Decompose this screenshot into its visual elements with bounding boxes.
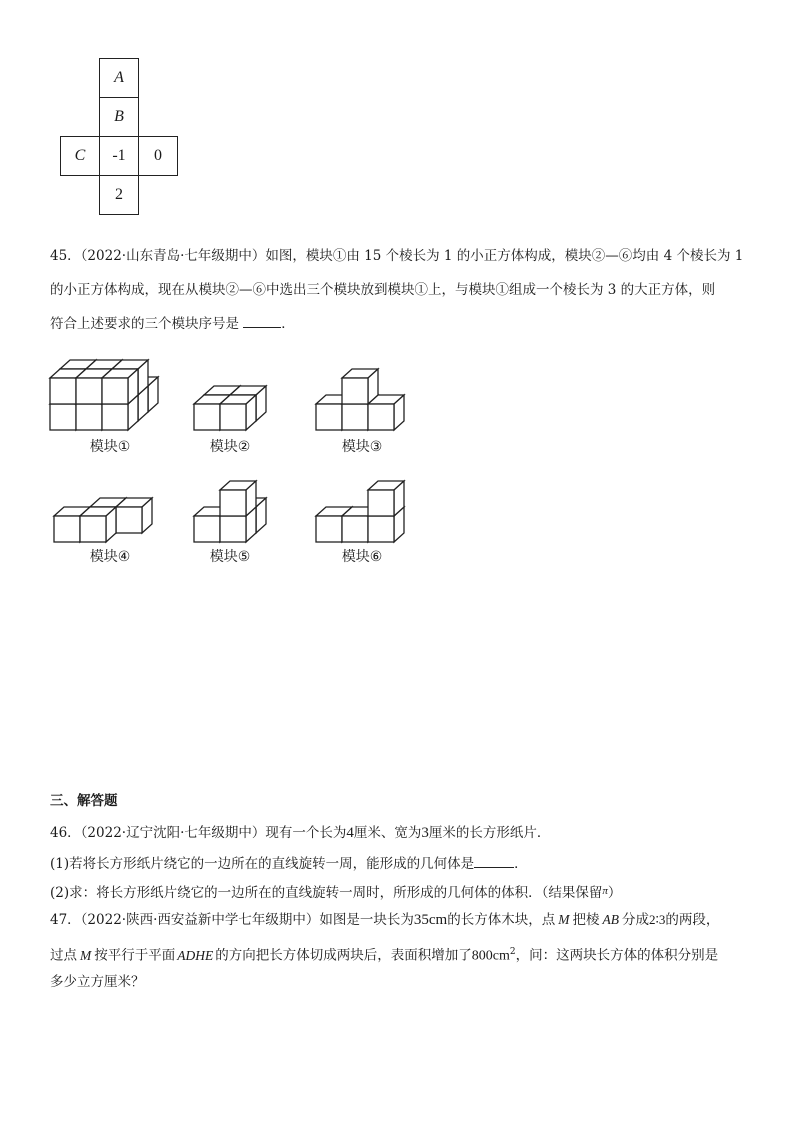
cube-net-diagram: [60, 58, 178, 215]
cube-front-face: [342, 516, 368, 542]
module-3-caption: 模块③: [341, 439, 383, 455]
q47-point-m: M: [558, 912, 570, 927]
q46-part-2-text: (2)求：将长方形纸片绕它的一边所在的直线旋转一周时，所形成的几何体的体积．（结果保留: [50, 885, 603, 901]
q47-line-1: [50, 910, 760, 930]
net-cell-b: B: [100, 98, 139, 137]
cube: [102, 369, 138, 404]
q46-text-c: 厘米的长方形纸片．: [428, 825, 551, 841]
cube: [116, 498, 152, 533]
cube-front-face: [54, 516, 80, 542]
q47-point-m-2: M: [80, 947, 92, 963]
q46-part-1-end: ．: [514, 856, 528, 872]
module-1-caption: 模块①: [89, 439, 131, 455]
q46-text-a: 46．（2022·辽宁沈阳·七年级期中）现有一个长为: [50, 825, 347, 841]
module-2-figure: [190, 378, 280, 434]
cube-front-face: [368, 516, 394, 542]
q46-pi: π: [602, 885, 608, 897]
net-empty-cell: [61, 98, 100, 137]
q45-line-3-end: ．: [281, 316, 295, 332]
q47-text-f: 过点: [50, 947, 77, 964]
module-3-figure: [312, 362, 412, 434]
cube: [368, 395, 404, 430]
cube-front-face: [76, 404, 102, 430]
q46-part-2-end: ）: [607, 885, 622, 901]
q47-text-c: 把棱: [572, 912, 600, 928]
q47-ratio: 2∶3: [648, 912, 666, 927]
q45-line-3: [50, 313, 760, 334]
cube: [368, 481, 404, 516]
cube: [220, 481, 256, 516]
q46-part-2: [50, 881, 760, 903]
net-cell-a: A: [100, 59, 139, 98]
cube: [220, 395, 256, 430]
q45-line-3-text: 符合上述要求的三个模块序号是: [50, 316, 244, 332]
q47-text-a: 47．（2022·陕西·西安益新中学七年级期中）如图是一块长为: [50, 912, 414, 928]
cube-front-face: [80, 516, 106, 542]
q45-line-2: 的小正方体构成，现在从模块②—⑥中选出三个模块放到模块①上，与模块①组成一个棱长为 3 的大正方体，则: [50, 282, 716, 298]
net-empty-cell: [61, 176, 100, 215]
q45-line-1: 45．（2022·山东青岛·七年级期中）如图，模块①由 15 个棱长为 1 的小正方体构成，模块②—⑥均由 4 个棱长为 1: [50, 248, 744, 264]
net-empty-cell: [139, 176, 178, 215]
q47-area: 800cm: [471, 948, 510, 964]
cube-front-face: [194, 404, 220, 430]
module-5-caption: 模块⑤: [209, 549, 251, 565]
module-1-figure: [46, 342, 166, 434]
q46-length: 4: [346, 825, 354, 841]
q47-plane-adhe: ADHE: [177, 947, 214, 963]
cube-front-face: [342, 378, 368, 404]
cube-front-face: [76, 378, 102, 404]
module-6-caption: 模块⑥: [341, 549, 383, 565]
cube: [80, 507, 116, 542]
net-cell-c: C: [61, 137, 100, 176]
q46-line-1: [50, 823, 760, 843]
q46-text-b: 厘米、宽为: [353, 825, 422, 841]
module-5-figure: [190, 474, 280, 546]
cube-front-face: [220, 516, 246, 542]
cube-front-face: [116, 507, 142, 533]
q47-text-h: 的方向把长方体切成两块后，表面积增加了: [215, 947, 472, 964]
cube-front-face: [50, 378, 76, 404]
q47-area-sup: 2: [509, 947, 516, 957]
net-cell-right: 0: [139, 137, 178, 176]
module-6-figure: [312, 474, 412, 546]
cube: [342, 369, 378, 404]
cube-front-face: [102, 378, 128, 404]
cube-front-face: [220, 490, 246, 516]
cube-front-face: [194, 516, 220, 542]
module-4-figure: [50, 490, 160, 546]
cube-front-face: [316, 404, 342, 430]
cube-front-face: [102, 404, 128, 430]
net-cell-center: -1: [100, 137, 139, 176]
q45-answer-blank[interactable]: [243, 313, 281, 328]
q47-text-b: 的长方体木块，点: [447, 912, 556, 928]
q46-part-1-text: (1)若将长方形纸片绕它的一边所在的直线旋转一周，能形成的几何体是: [50, 856, 475, 872]
q47-text-i: ，问：这两块长方体的体积分别是: [515, 947, 719, 964]
q47-line-2: [50, 942, 760, 967]
cube-front-face: [220, 404, 246, 430]
cube-front-face: [316, 516, 342, 542]
net-empty-cell: [139, 98, 178, 137]
section-3-title: 三、解答题: [50, 793, 118, 809]
q47-text-g: 按平行于平面: [94, 947, 176, 964]
q47-text-e: 的两段，: [665, 912, 720, 928]
q46-answer-blank[interactable]: [474, 853, 514, 868]
cube-front-face: [342, 404, 368, 430]
q46-part-1: [50, 853, 760, 874]
net-empty-cell: [139, 59, 178, 98]
module-2-caption: 模块②: [209, 439, 251, 455]
q46-width: 3: [421, 825, 429, 841]
q47-edge-ab: AB: [602, 912, 619, 927]
cube-front-face: [50, 404, 76, 430]
q47-line-3: 多少立方厘米？: [50, 974, 145, 990]
cube-front-face: [368, 490, 394, 516]
net-empty-cell: [61, 59, 100, 98]
net-cell-bottom: 2: [100, 176, 139, 215]
module-4-caption: 模块④: [89, 549, 131, 565]
q47-text-d: 分成: [621, 912, 649, 928]
q47-length: 35cm: [413, 912, 448, 928]
cube-front-face: [368, 404, 394, 430]
